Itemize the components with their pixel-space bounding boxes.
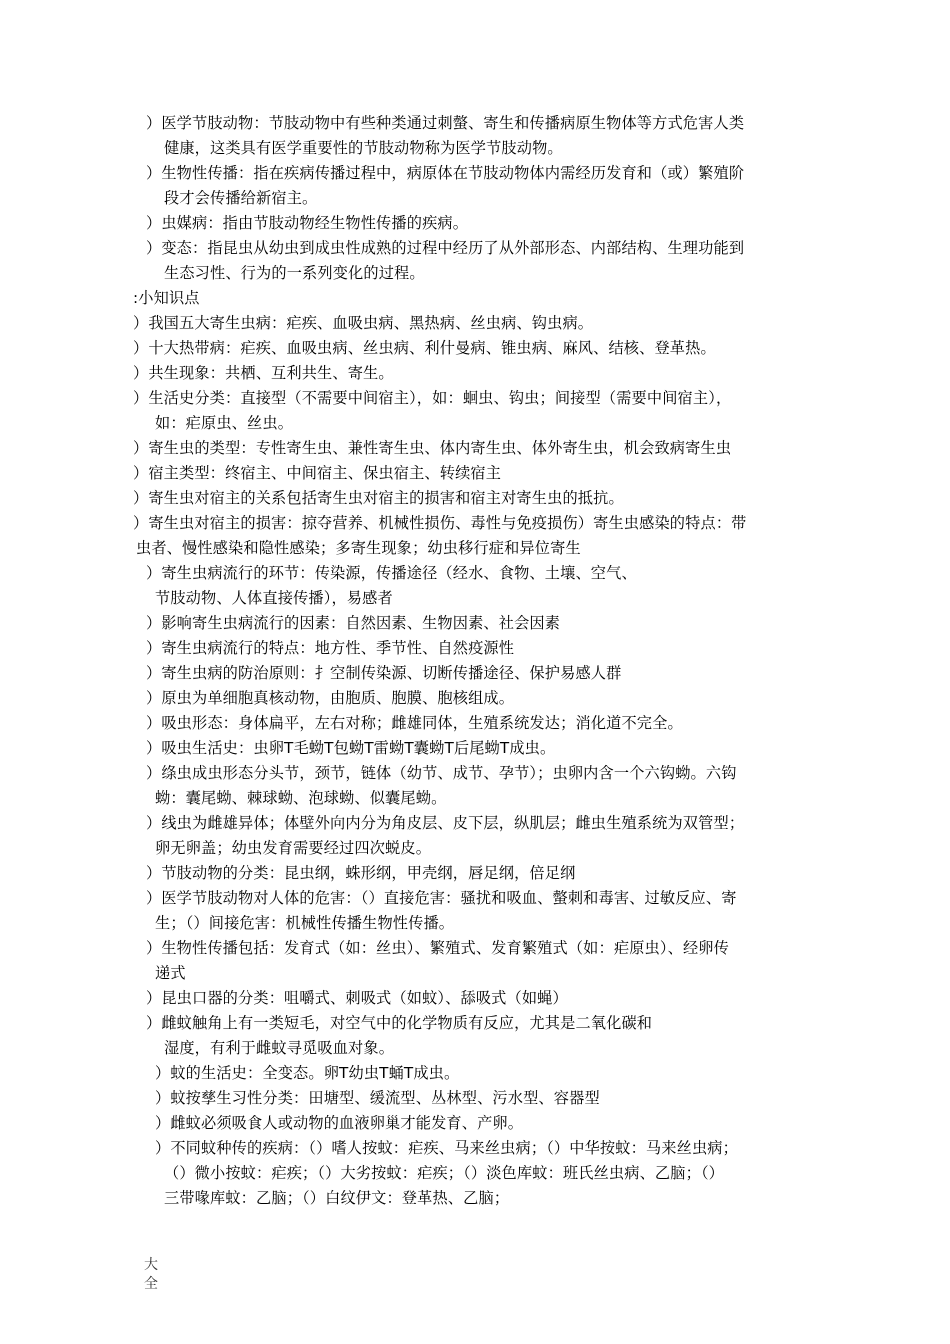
text-line: ）节肢动物的分类：昆虫纲，蛛形纲，甲壳纲，唇足纲，倍足纲 [146, 864, 576, 882]
text-line: ）吸虫形态：身体扁平，左右对称；雌雄同体，生殖系统发达；消化道不完全。 [146, 714, 683, 732]
text-line: ）寄生虫的类型：专性寄生虫、兼性寄生虫、体内寄生虫、体外寄生虫，机会致病寄生虫 [133, 439, 732, 457]
text-line: 健康，这类具有医学重要性的节肢动物称为医学节肢动物。 [164, 139, 563, 157]
text-line: ）宿主类型：终宿主、中间宿主、保虫宿主、转续宿主 [133, 464, 502, 482]
text-line: 生态习性、行为的一系列变化的过程。 [164, 264, 425, 282]
text-line: 段才会传播给新宿主。 [164, 189, 318, 207]
text-line: ）共生现象：共栖、互利共生、寄生。 [133, 364, 394, 382]
text-line: ）寄生虫病流行的特点：地方性、季节性、自然疫源性 [146, 639, 515, 657]
text-line: ）蚊的生活史：全变态。卵T幼虫T蛹T成虫。 [155, 1064, 460, 1082]
text-line: ）医学节肢动物：节肢动物中有些种类通过刺螫、寄生和传播病原生物体等方式危害人类 [146, 114, 745, 132]
text-line: ）虫媒病：指由节肢动物经生物性传播的疾病。 [146, 214, 469, 232]
text-line: ）生物性传播包括：发育式（如：丝虫）、繁殖式、发育繁殖式（如：疟原虫）、经卵传 [146, 939, 729, 957]
text-line: 节肢动物、人体直接传播），易感者 [155, 589, 393, 607]
text-line: 三带喙库蚊：乙脑；（）白纹伊文：登革热、乙脑； [164, 1189, 510, 1207]
text-line: ）变态：指昆虫从幼虫到成虫性成熟的过程中经历了从外部形态、内部结构、生理功能到 [146, 239, 745, 257]
footer-char: 全 [144, 1276, 158, 1292]
text-line: ）线虫为雌雄异体；体壁外向内分为角皮层、皮下层，纵肌层；雌虫生殖系统为双管型； [146, 814, 745, 832]
text-line: ）生活史分类：直接型（不需要中间宿主），如：蛔虫、钩虫；间接型（需要中间宿主）， [133, 389, 732, 407]
text-line: ）原虫为单细胞真核动物，由胞质、胞膜、胞核组成。 [146, 689, 515, 707]
text-line: ）蚊按孳生习性分类：田塘型、缓流型、丛林型、污水型、容器型 [155, 1089, 600, 1107]
text-line: ）影响寄生虫病流行的因素：自然因素、生物因素、社会因素 [146, 614, 561, 632]
text-line: ）寄生虫对宿主的损害：掠夺营养、机械性损伤、毒性与免疫损伤）寄生虫感染的特点：带 [133, 514, 747, 532]
text-line: 递式 [155, 964, 186, 982]
text-line: 蚴：囊尾蚴、棘球蚴、泡球蚴、似囊尾蚴。 [155, 789, 447, 807]
text-line: ）生物性传播：指在疾病传播过程中，病原体在节肢动物体内需经历发育和（或）繁殖阶 [146, 164, 745, 182]
text-line: ）雌蚊触角上有一类短毛，对空气中的化学物质有反应，尤其是二氧化碳和 [146, 1014, 653, 1032]
text-line: 虫者、慢性感染和隐性感染；多寄生现象；幼虫移行症和异位寄生 [136, 539, 581, 557]
text-line: 卵无卵盖；幼虫发育需要经过四次蜕皮。 [155, 839, 432, 857]
text-line: ）雌蚊必须吸食人或动物的血液卵巢才能发育、产卵。 [155, 1114, 524, 1132]
text-line: ）十大热带病：疟疾、血吸虫病、丝虫病、利什曼病、锥虫病、麻风、结核、登革热。 [133, 339, 716, 357]
text-line: ）绦虫成虫形态分头节，颈节，链体（幼节、成节、孕节）；虫卵内含一个六钩蚴。六钩 [146, 764, 737, 782]
text-line: （）微小按蚊：疟疾；（）大劣按蚊：疟疾；（）淡色库蚊：班氏丝虫病、乙脑；（） [164, 1164, 725, 1182]
text-line: ）寄生虫对宿主的关系包括寄生虫对宿主的损害和宿主对寄生虫的抵抗。 [133, 489, 624, 507]
text-line: ）寄生虫病流行的环节：传染源，传播途径（经水、食物、土壤、空气、 [146, 564, 637, 582]
text-line: ）我国五大寄生虫病：疟疾、血吸虫病、黑热病、丝虫病、钩虫病。 [133, 314, 594, 332]
text-line: 生；（）间接危害：机械性传播生物性传播。 [155, 914, 455, 932]
text-line: ）昆虫口器的分类：咀嚼式、刺吸式（如蚊）、舔吸式（如蝇） [146, 989, 568, 1007]
footer-char: 大 [144, 1257, 158, 1273]
text-line: ）不同蚊种传的疾病：（）嗜人按蚊：疟疾、马来丝虫病；（）中华按蚊：马来丝虫病； [155, 1139, 738, 1157]
text-line: 如：疟原虫、丝虫。 [155, 414, 294, 432]
text-line: 湿度，有利于雌蚊寻觅吸血对象。 [164, 1039, 395, 1057]
section-heading: :小知识点 [133, 289, 200, 307]
text-line: ）吸虫生活史：虫卵T毛蚴T包蚴T雷蚴T囊蚴T后尾蚴T成虫。 [146, 739, 556, 757]
text-line: ）医学节肢动物对人体的危害：（）直接危害：骚扰和吸血、螫刺和毒害、过敏反应、寄 [146, 889, 737, 907]
text-line: ）寄生虫病的防治原则：扌空制传染源、切断传播途径、保护易感人群 [146, 664, 622, 682]
